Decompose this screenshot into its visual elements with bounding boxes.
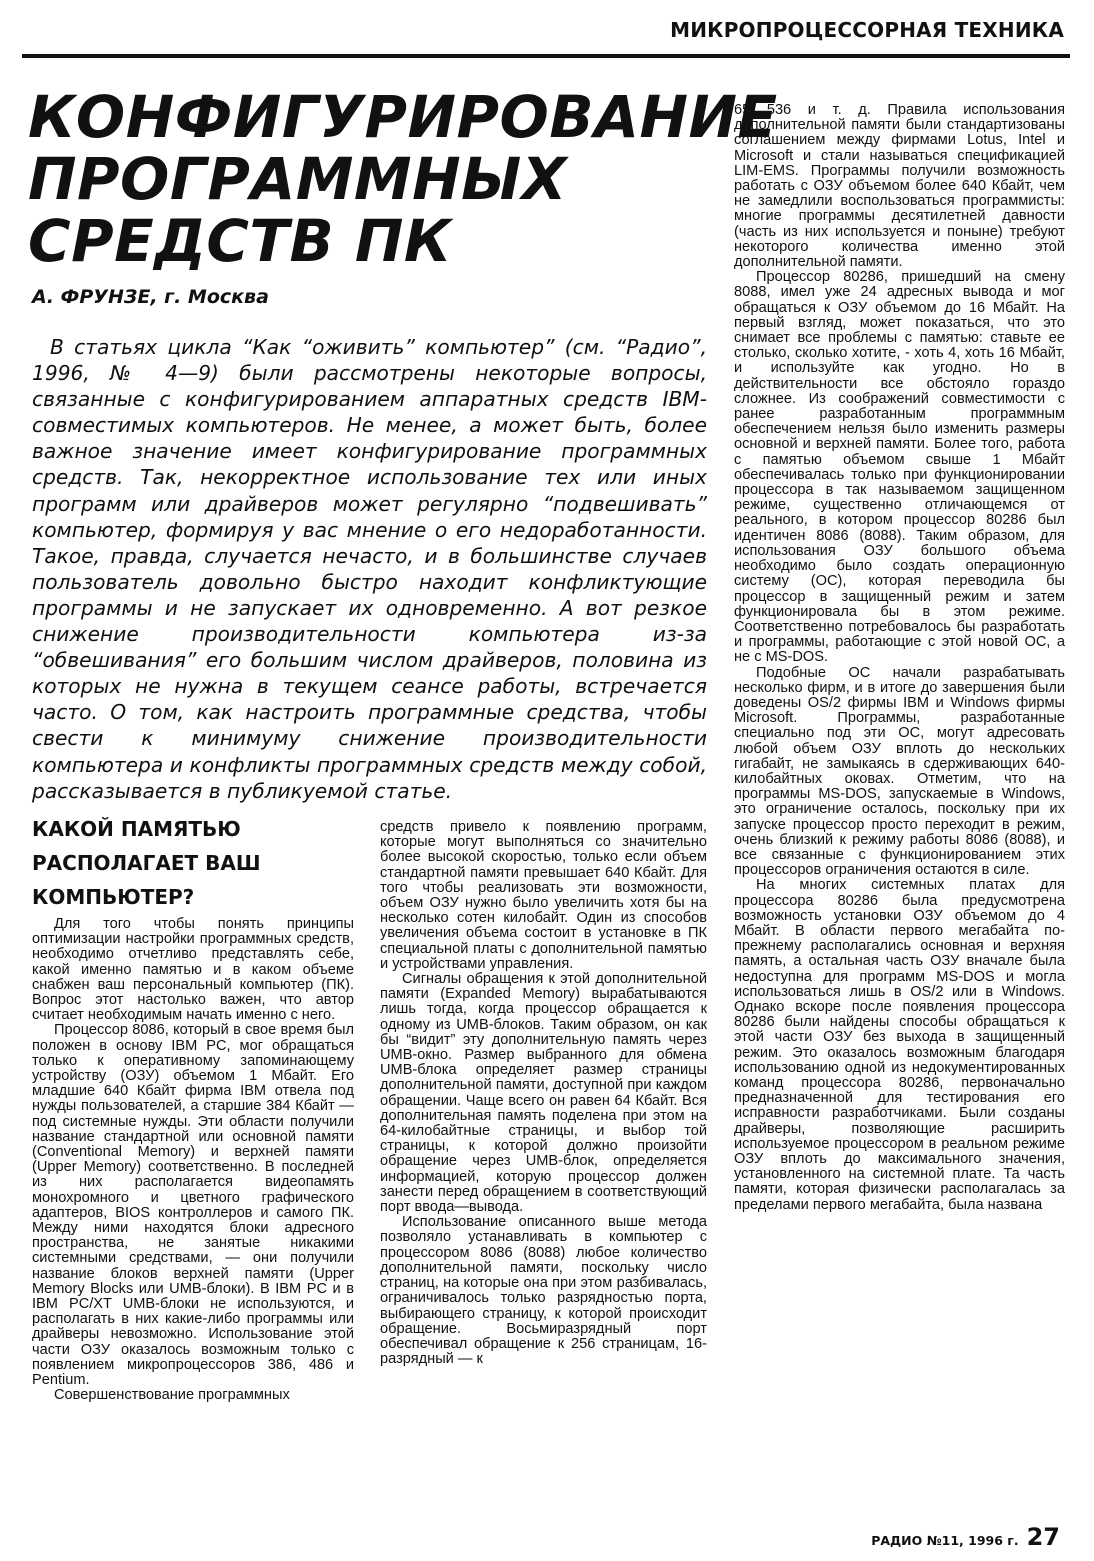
body-paragraph: Процессор 80286, пришедший на смену 8088, имел уже 24 адресных вывода и мог обращаться к ОЗУ объемом до 16 Мбайт. На первый взгляд, может показаться, что это снимает все проблемы с памятью: ставьте ее столько, сколько хотите, - хоть 4, хоть 16 Мбайт, и используйте как угодно. Но в действительности все обстояло гораздо сложнее. Из соображений совместимости с ранее разработанным программным обеспечением нельзя было изменить размеры основной и верхней памяти. Более того, работа с памятью объемом свыше 1 Мбайт обеспечивалась только при функционировании процессора в так называемом защищенном режиме, существенно отличающемся от реального, в котором процессор 80286 был идентичен 8086 (8088). Таким образом, для использования ОЗУ большого объема необходимо было создать операционную систему (ОС), которая переводила бы процессор в защищенный режим и затем функционировала бы в этом режиме. Соответственно потребовалось бы разработать и программы, работающие с этой новой ОС, а не с MS-DOS. xyxy=(734,269,1065,666)
title-line: КОНФИГУРИРОВАНИЕ xyxy=(28,83,778,151)
article-title xyxy=(28,83,778,275)
issue-info: РАДИО №11, 1996 г. xyxy=(871,1533,1019,1548)
subheading-line: КОМПЬЮТЕР? xyxy=(32,885,195,909)
page-number: 27 xyxy=(1026,1523,1060,1551)
author-byline: А. ФРУНЗЕ, г. Москва xyxy=(32,286,269,308)
page-footer xyxy=(871,1523,1060,1551)
body-paragraph: Сигналы обращения к этой дополнительной памяти (Expanded Memory) вырабатываются лишь тогда, когда процессор обращается к одному из UMB-блоков. Таким образом, он как бы “видит” эту дополнительную память через UMB-окно. Размер выбранного для обмена UMB-блока определяет размер страницы дополнительной памяти, доступной при каждом обращении. Чаще всего он равен 64 Кбайт. Вся дополнительная память поделена при этом на 64-килобайтные страницы, и выбор той страницы, к которой должно произойти обращение через UMB-блок, определяется информацией, которую процессор должен занести перед обращением в соответствующий порт ввода—вывода. xyxy=(380,971,707,1216)
body-paragraph: Подобные ОС начали разрабатывать несколько фирм, и в итоге до завершения были доведены OS/2 фирмы IBM и Windows фирмы Microsoft. Программы, разработанные специально под эти ОС, могут адресовать любой объем ОЗУ вплоть до нескольких гигабайт, не замыкаясь в сдерживающих 640-килобайтных оковах. Отметим, что на программы MS-DOS, запускаемые в Windows, это ограничение осталось, поскольку при их запуске процессор просто переходит в режим, очень близкий к режиму работы 8086 (8088), и все связанные с функционированием этих процессоров ограничения остаются в силе. xyxy=(734,664,1065,879)
body-paragraph: 65 536 и т. д. Правила использования дополнительной памяти были стандартизованы соглашением между фирмами Lotus, Intel и Microsoft и стали называться спецификацией LIM-EMS. Программы получили возможность работать с ОЗУ объемом более 640 Кбайт, чем не замедлили воспользоваться программисты: многие программы десятилетней давности (часть из них используется и поныне) требуют некоторого количества именно этой дополнительной памяти. xyxy=(734,102,1065,271)
subheading-line: РАСПОЛАГАЕТ ВАШ xyxy=(32,851,261,875)
body-paragraph: Процессор 8086, который в свое время был положен в основу IBM PC, мог обращаться только к оперативному запоминающему устройству (ОЗУ) объемом 1 Мбайт. Его младшие 640 Кбайт фирма IBM отвела под нужды пользователей, а старшие 384 Кбайт — под системные нужды. Эти области получили название стандартной или основной памяти (Conventional Memory) и верхней памяти (Upper Memory) соответственно. В последней из них располагается видеопамять монохромного и цветного графического адаптеров, BIOS контроллеров и самого ПК. Между ними находятся блоки адресного пространства, не занятые никакими системными средствами, — они получили название блоков верхней памяти (Upper Memory Blocks или UMB-блоки). В IBM PC и в IBM PC/XT UMB-блоки не используются, и располагать в них какие-либо программы или драйверы невозможно. Использование этой части ОЗУ оказалось возможным только с появлением микропроцессоров 386, 486 и Pentium. xyxy=(32,1022,354,1389)
body-paragraph: средств привело к появлению программ, которые могут выполняться со значительно более высокой скоростью, только если объем стандартной памяти превышает 640 Кбайт. Для того чтобы реализовать эти возможности, объем ОЗУ нужно было увеличить хотя бы на несколько сотен килобайт. Один из способов увеличения объема состоит в установке в ПК специальной платы с дополнительной памятью и устройствами управления. xyxy=(380,819,707,972)
section-subheading xyxy=(32,812,352,914)
section-header: МИКРОПРОЦЕССОРНАЯ ТЕХНИКА xyxy=(670,18,1064,42)
title-line: ПРОГРАММНЫХ xyxy=(28,145,567,213)
body-column-2 xyxy=(380,820,707,1367)
body-column-3 xyxy=(734,103,1065,1213)
subheading-line: КАКОЙ ПАМЯТЬЮ xyxy=(32,817,241,841)
title-line: СРЕДСТВ ПК xyxy=(28,207,452,275)
body-paragraph: Для того чтобы понять принципы оптимизации настройки программных средств, необходимо отчетливо представлять себе, какой именно памятью и в каком объеме снабжен ваш персональный компьютер (ПК). Вопрос этот настолько важен, что автор считает необходимым начать именно с него. xyxy=(32,916,354,1024)
header-rule xyxy=(22,54,1070,58)
body-paragraph: Совершенствование программных xyxy=(54,1387,290,1404)
body-column-1 xyxy=(32,917,354,1404)
body-paragraph: Использование описанного выше метода позволяло устанавливать в компьютер с процессором 8086 (8088) любое количество дополнительной памяти, поскольку число страниц, на которые она при этом разбивалась, ограничивалось только разрядностью порта, выбирающего страницу, к которой происходит обращение. Восьмиразрядный порт обеспечивал обращение к 256 страницам, 16-разрядный — к xyxy=(380,1214,707,1368)
lead-paragraph: В статьях цикла “Как “оживить” компьютер” (см. “Радио”, 1996, № 4—9) были рассмотрены некоторые вопросы, связанные с конфигурированием аппаратных средств IBM-совместимых компьютеров. Не менее, а может быть, более важное значение имеет конфигурирование программных средств. Так, некорректное использование тех или иных программ или драйверов может регулярно “подвешивать” компьютер, формируя у вас мнение о его недоработанности. Такое, правда, случается нечасто, и в большинстве случаев пользователь довольно быстро находит конфликтующие программы и не запускает их одновременно. А вот резкое снижение производительности компьютера из-за “обвешивания” его большим числом драйверов, половина из которых не нужна в текущем сеансе работы, встречается часто. О том, как настроить программные средства, чтобы свести к минимуму снижение производительности компьютера и конфликты программных средств между собой, рассказывается в публикуемой статье. xyxy=(32,335,707,803)
body-paragraph: На многих системных платах для процессора 80286 была предусмотрена возможность установки ОЗУ объемом до 4 Мбайт. В области первого мегабайта по-прежнему располагались основная и верхняя память, а остальная часть ОЗУ вначале была недоступна для программ MS-DOS и могла использоваться лишь в OS/2 или в Windows. Однако вскоре после появления процессора 80286 были найдены способы обращаться к этой части ОЗУ без выхода в защищенный режим. Это оказалось возможным благодаря использованию одной из недокументированных команд процессора 80286, первоначально предназначенной для тестирования его исправности разработчиками. Были созданы драйверы, позволяющие расширить используемое процессором в реальном режиме ОЗУ вплоть до максимального значения, установленного на системной плате. Та часть памяти, которая физически располагалась за пределами первого мегабайта, была названа xyxy=(734,877,1065,1213)
